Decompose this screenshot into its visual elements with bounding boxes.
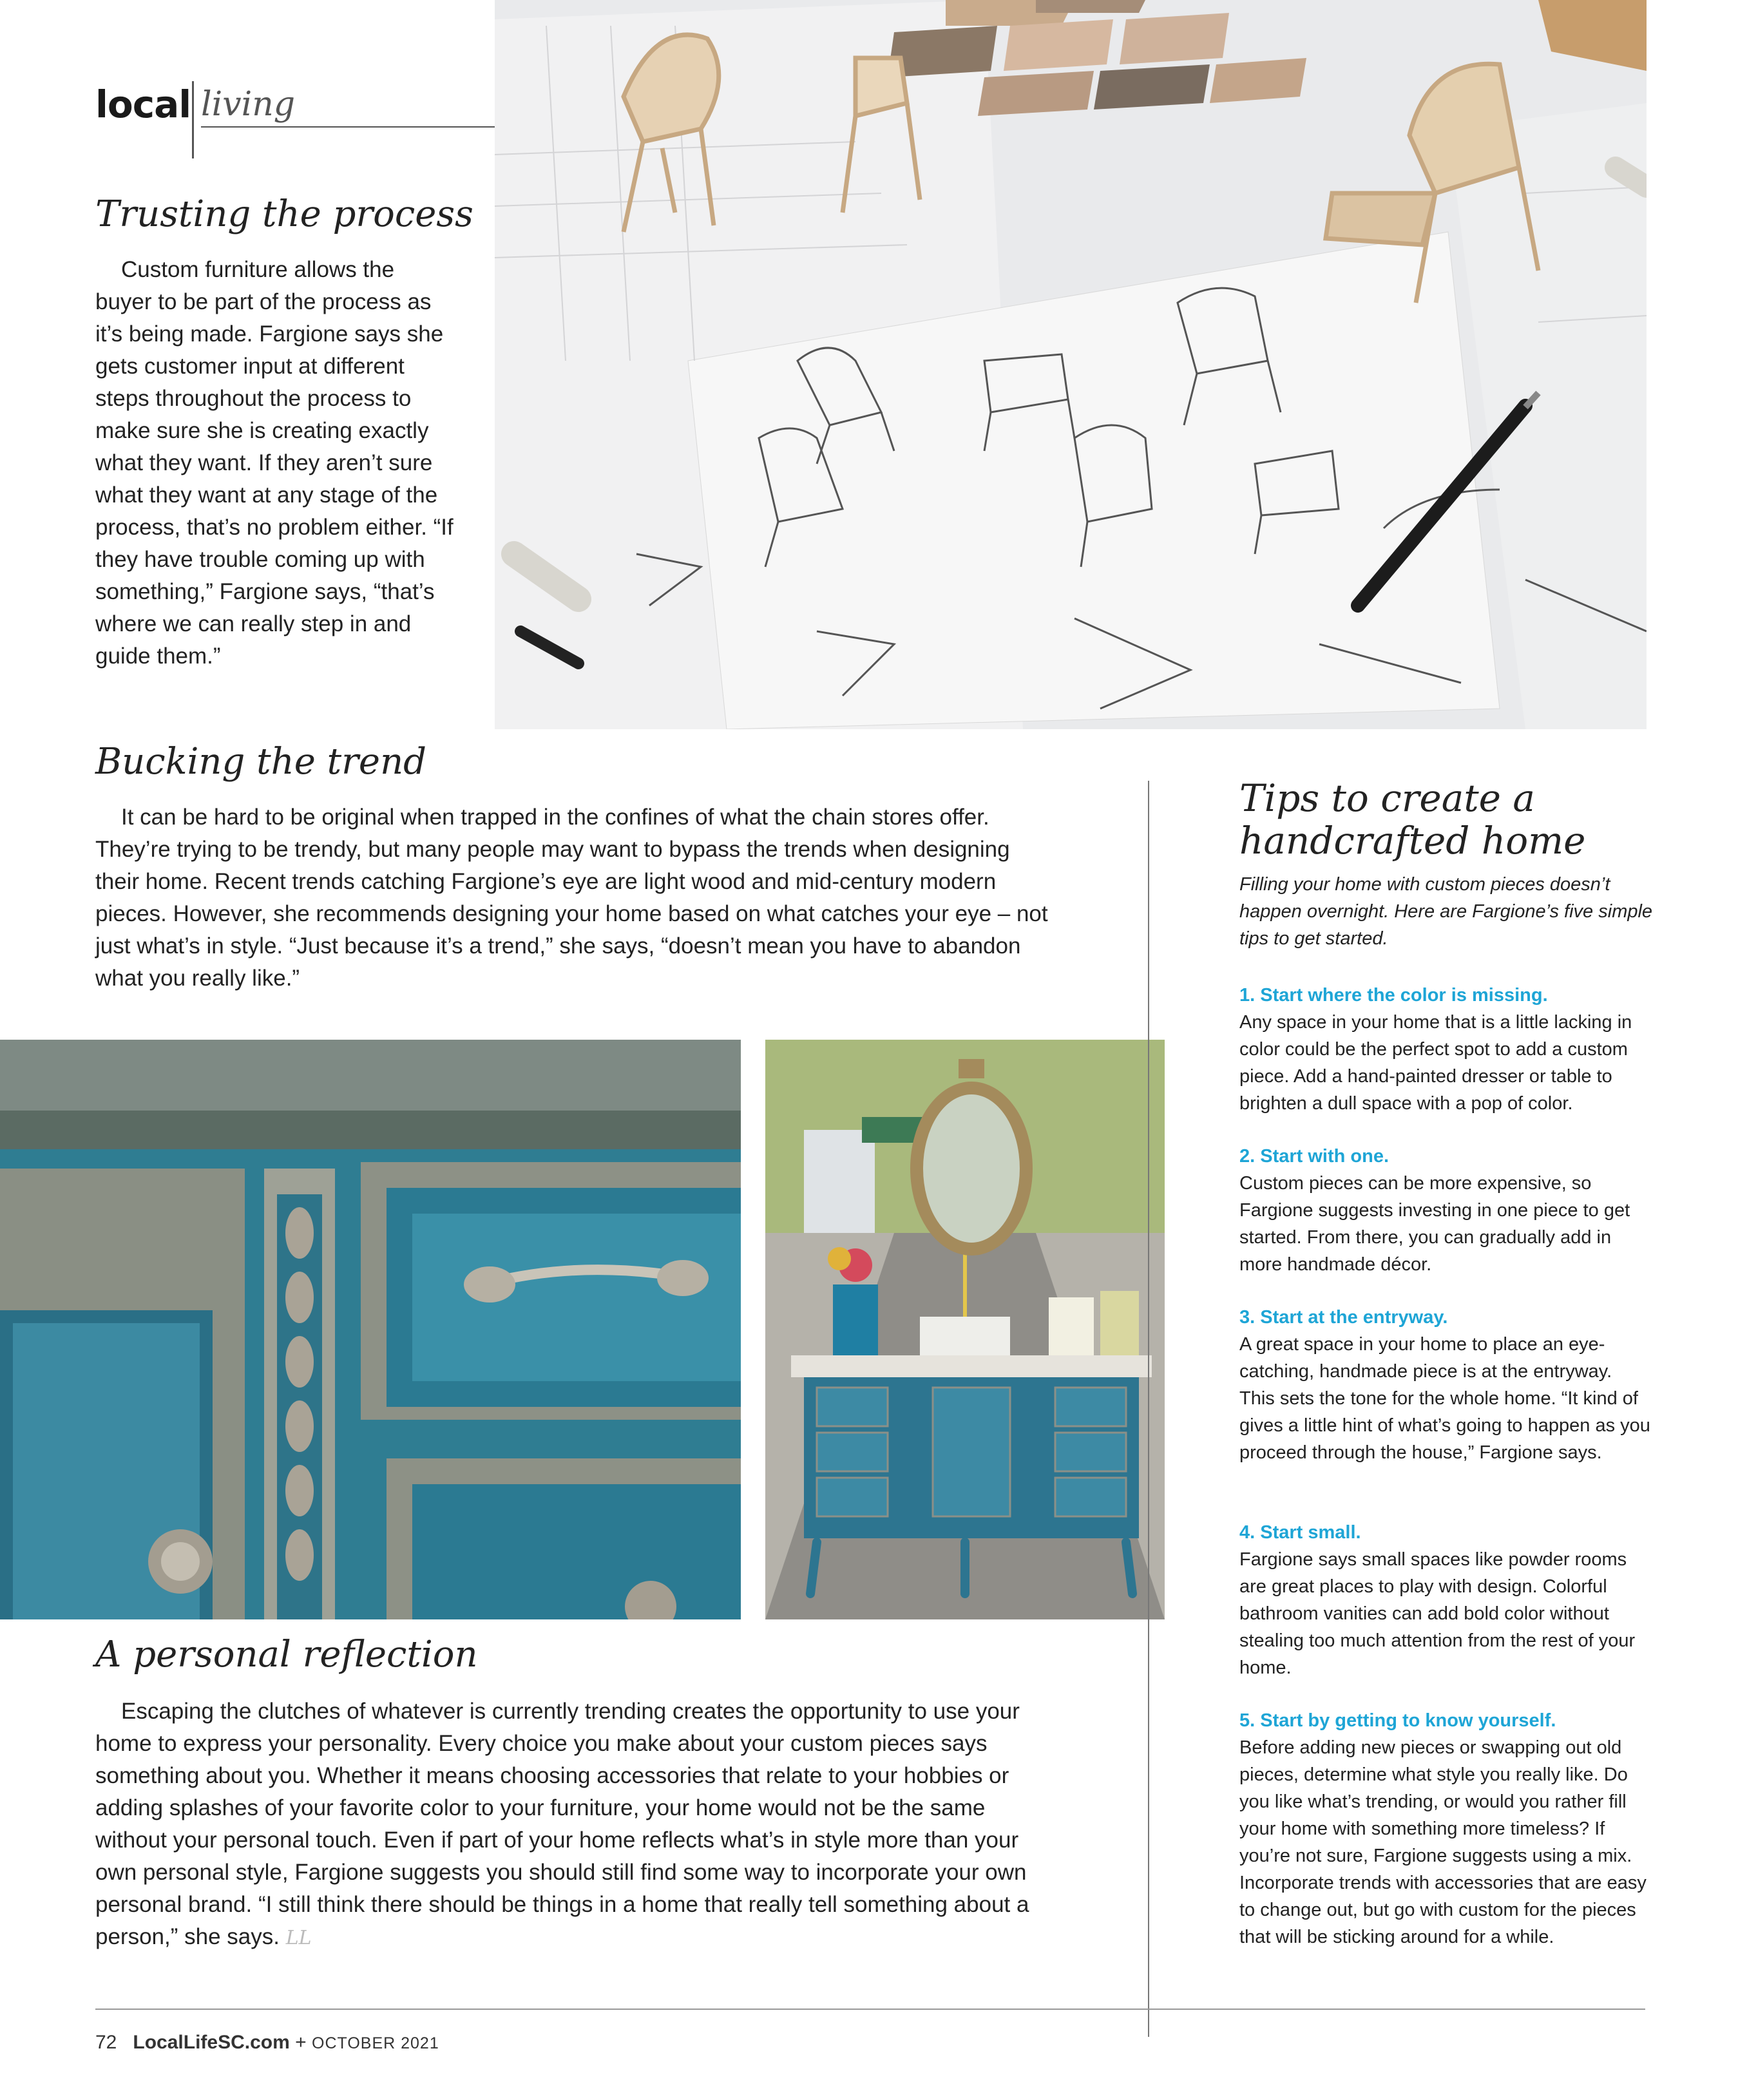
vanity-street-illustration	[765, 1040, 1165, 1619]
footer-separator: +	[295, 2032, 307, 2053]
header-rule	[201, 126, 495, 128]
tip-3-body: A great space in your home to place an eye-catching, handmade piece is at the entryway. This sets the tone for the whole home. “It kind of gives a little hint of what’s going to happen as you proceed through the house,” Fargione says.	[1239, 1334, 1650, 1463]
brand-divider	[192, 81, 194, 158]
site-link[interactable]: LocalLifeSC.com	[133, 2032, 290, 2053]
tip-3	[1239, 1304, 1652, 1466]
tip-5-head: 5. Start by getting to know yourself.	[1239, 1710, 1556, 1731]
chair-sketches-illustration	[495, 0, 1647, 729]
trusting-body	[95, 254, 456, 673]
tip-2	[1239, 1143, 1652, 1278]
tip-4-body: Fargione says small spaces like powder rooms are great places to play with design. Colorful bathroom vanities can add bold color without stealing too much attention from the rest of your home.	[1239, 1549, 1636, 1678]
page-footer	[95, 2032, 439, 2054]
tip-4	[1239, 1519, 1652, 1681]
bucking-body	[95, 801, 1049, 995]
issue-date: OCTOBER 2021	[312, 2034, 439, 2052]
tip-1-body: Any space in your home that is a little lacking in color could be the perfect spot to add a custom piece. Add a hand-painted dresser or table to brighten a dull space with a pop of color.	[1239, 1012, 1632, 1114]
footer-rule	[95, 2009, 1645, 2010]
brand-living: living	[201, 85, 296, 124]
sidebar-divider	[1148, 781, 1149, 2037]
bucking-title: Bucking the trend	[95, 741, 426, 783]
trusting-paragraph: Custom furniture allows the buyer to be part of the process as it’s being made. Fargione says she gets customer input at different steps throughout the process to make sure she is creating exactly what they want. If they aren’t sure what they want at any stage of the process, that’s no problem either. “If they have trouble coming up with something,” Fargione says, “that’s where we can really step in and guide them.”	[95, 257, 454, 669]
dresser-closeup-illustration	[0, 1040, 741, 1619]
reflection-title: A personal reflection	[95, 1634, 478, 1675]
trusting-title: Trusting the process	[95, 193, 473, 235]
reflection-body	[95, 1695, 1049, 1954]
page-number: 72	[95, 2032, 117, 2053]
tip-4-head: 4. Start small.	[1239, 1522, 1361, 1543]
tip-1-head: 1. Start where the color is missing.	[1239, 985, 1548, 1006]
tip-1	[1239, 982, 1652, 1117]
tip-5-body: Before adding new pieces or swapping out old pieces, determine what style you really like. Do you like what’s trending, or would you rather fill your home with something more timeless? If you’re not sure, Fargione suggests using a mix. Incorporate trends with accessories that are easy to change out, but go with custom for the pieces that will be sticking around for a while.	[1239, 1737, 1647, 1947]
end-mark: LL	[285, 1927, 312, 1949]
vanity-street-photo	[765, 1040, 1165, 1619]
reflection-text: Escaping the clutches of whatever is currently trending creates the opportunity to use your home to express your personality. Every choice you make about your custom pieces says something about you. Whether it means choosing accessories that relate to your hobbies or adding splashes of your favorite color to your furniture, your home would not be the same without your personal touch. Even if part of your home reflects what’s in style more than your own personal style, Fargione suggests you should still find some way to incorporate your own personal brand. “I still think there should be things in a home that really tell something about a person,” she says.	[95, 1699, 1029, 1949]
tip-5	[1239, 1707, 1652, 1951]
brand-local: local	[95, 82, 191, 126]
tip-3-head: 3. Start at the entryway.	[1239, 1307, 1448, 1328]
chair-sketches-photo	[495, 0, 1647, 729]
tips-title: Tips to create a handcrafted home	[1239, 776, 1586, 863]
reflection-paragraph	[95, 1695, 1049, 1954]
tips-intro: Filling your home with custom pieces doesn’t happen overnight. Here are Fargione’s five simple tips to get started.	[1239, 874, 1653, 949]
tip-2-body: Custom pieces can be more expensive, so Fargione suggests investing in one piece to get started. From there, you can gradually add in more handmade décor.	[1239, 1173, 1630, 1275]
tip-2-head: 2. Start with one.	[1239, 1146, 1389, 1167]
bucking-paragraph: It can be hard to be original when trapped in the confines of what the chain stores offer. They’re trying to be trendy, but many people may want to bypass the trends when designing their home. Recent trends catching Fargione’s eye are light wood and mid-century modern pieces. However, she recommends designing your home based on what catches your eye – not just what’s in style. “Just because it’s a trend,” she says, “doesn’t mean you have to abandon what you really like.”	[95, 805, 1048, 991]
dresser-closeup-photo	[0, 1040, 741, 1619]
